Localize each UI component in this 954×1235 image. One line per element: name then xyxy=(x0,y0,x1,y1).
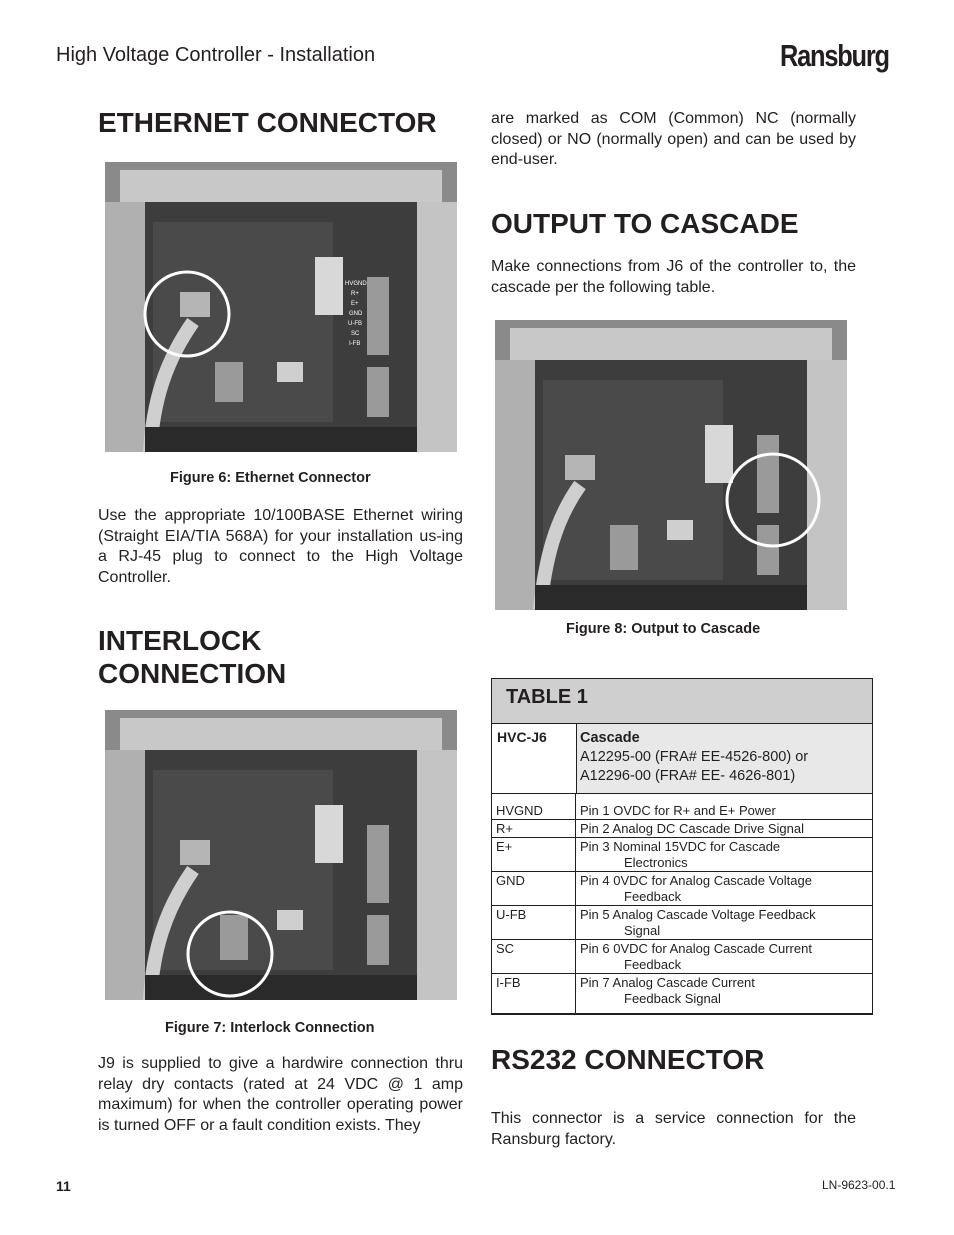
pin-description-line2: Feedback xyxy=(624,889,682,904)
pin-description xyxy=(580,941,812,973)
pin-description xyxy=(580,873,812,905)
table-row xyxy=(492,802,872,820)
board-label: I-FB xyxy=(349,341,361,347)
interlock-heading-line2: CONNECTION xyxy=(98,658,287,689)
table-col2-header-cell xyxy=(580,729,808,786)
pin-description xyxy=(580,975,755,1007)
interlock-heading-line1: INTERLOCK xyxy=(98,625,262,656)
table-row xyxy=(492,872,872,906)
relay-contacts-paragraph: are marked as COM (Common) NC (normally closed) or NO (normally open) and can be used by end-user. xyxy=(491,110,856,168)
board-label: HVGND xyxy=(345,281,367,287)
signal-name: I-FB xyxy=(496,975,521,990)
table-title-bar xyxy=(492,679,872,724)
table-col1-header-cell xyxy=(492,724,577,793)
pin-description-line1: Pin 4 0VDC for Analog Cascade Voltage xyxy=(580,873,812,888)
signal-name: HVGND xyxy=(496,803,543,818)
controller-photo-cascade xyxy=(495,320,847,610)
table-col2-line1: A12295-00 (FRA# EE-4526-800) or xyxy=(580,749,809,765)
table-col1-header: HVC-J6 xyxy=(497,729,547,745)
table-row xyxy=(492,820,872,838)
rs232-heading: RS232 CONNECTOR xyxy=(491,1044,765,1075)
table-header-row xyxy=(492,724,872,793)
pin-description-line2: Signal xyxy=(624,923,661,938)
board-label: SC xyxy=(351,331,360,337)
ethernet-paragraph: Use the appropriate 10/100BASE Ethernet wiring (Straight EIA/TIA 568A) for your installation us-ing a RJ-45 plug to connect to the High Voltage Controller. xyxy=(98,507,463,586)
board-label: U-FB xyxy=(348,321,362,327)
signal-name: SC xyxy=(496,941,515,956)
pin-description-line1: Pin 5 Analog Cascade Voltage Feedback xyxy=(580,907,816,922)
brand-logo: Ransburg xyxy=(780,38,889,73)
pin-description-line2: Feedback Signal xyxy=(624,991,721,1006)
pin-description-line2: Feedback xyxy=(624,957,682,972)
figure-6-photo xyxy=(105,162,457,452)
signal-name: GND xyxy=(496,873,525,888)
figure-7-photo xyxy=(105,710,457,1000)
rs232-paragraph: This connector is a service connection for the Ransburg factory. xyxy=(491,1110,856,1148)
cascade-heading: OUTPUT TO CASCADE xyxy=(491,208,799,239)
pin-description xyxy=(580,839,780,871)
table-col2-header: Cascade xyxy=(580,730,640,746)
table-title: TABLE 1 xyxy=(506,686,588,708)
pin-description xyxy=(580,907,816,939)
figure-7-caption: Figure 7: Interlock Connection xyxy=(165,1020,375,1036)
table-row xyxy=(492,974,872,1014)
pin-description-line2: Electronics xyxy=(624,855,688,870)
board-label: E+ xyxy=(351,301,359,307)
board-label: GND xyxy=(349,311,363,317)
pin-description: Pin 1 OVDC for R+ and E+ Power xyxy=(580,803,776,818)
table-row xyxy=(492,906,872,940)
figure-6-caption: Figure 6: Ethernet Connector xyxy=(170,470,371,486)
document-number: LN-9623-00.1 xyxy=(822,1178,896,1192)
page-number: 11 xyxy=(56,1178,71,1194)
pin-description: Pin 2 Analog DC Cascade Drive Signal xyxy=(580,821,805,836)
table-1 xyxy=(491,678,873,1015)
board-label: R+ xyxy=(351,291,359,297)
table-col2-line2: A12296-00 (FRA# EE- 4626-801) xyxy=(580,768,796,784)
figure-8-caption: Figure 8: Output to Cascade xyxy=(566,621,761,637)
pin-description-line1: Pin 7 Analog Cascade Current xyxy=(580,975,755,990)
table-row xyxy=(492,838,872,872)
controller-photo-interlock xyxy=(105,710,457,1000)
pin-description-line1: Pin 3 Nominal 15VDC for Cascade xyxy=(580,839,781,854)
pin-description-line1: Pin 6 0VDC for Analog Cascade Current xyxy=(580,941,812,956)
ethernet-heading: ETHERNET CONNECTOR xyxy=(98,107,437,138)
header-title: High Voltage Controller - Installation xyxy=(56,44,376,66)
figure-8-photo xyxy=(495,320,847,610)
controller-photo-ethernet xyxy=(105,162,457,452)
interlock-paragraph: J9 is supplied to give a hardwire connection thru relay dry contacts (rated at 24 VDC @ 1 amp maximum) for when the controller operating power is turned OFF or a fault condition exists. They xyxy=(98,1055,463,1134)
cascade-paragraph: Make connections from J6 of the controller to, the cascade per the following table. xyxy=(491,258,856,296)
table-body xyxy=(492,793,872,1014)
table-row xyxy=(492,940,872,974)
signal-name: E+ xyxy=(496,839,513,854)
table-column-divider xyxy=(575,794,576,1014)
signal-name: U-FB xyxy=(496,907,527,922)
signal-name: R+ xyxy=(496,821,513,836)
